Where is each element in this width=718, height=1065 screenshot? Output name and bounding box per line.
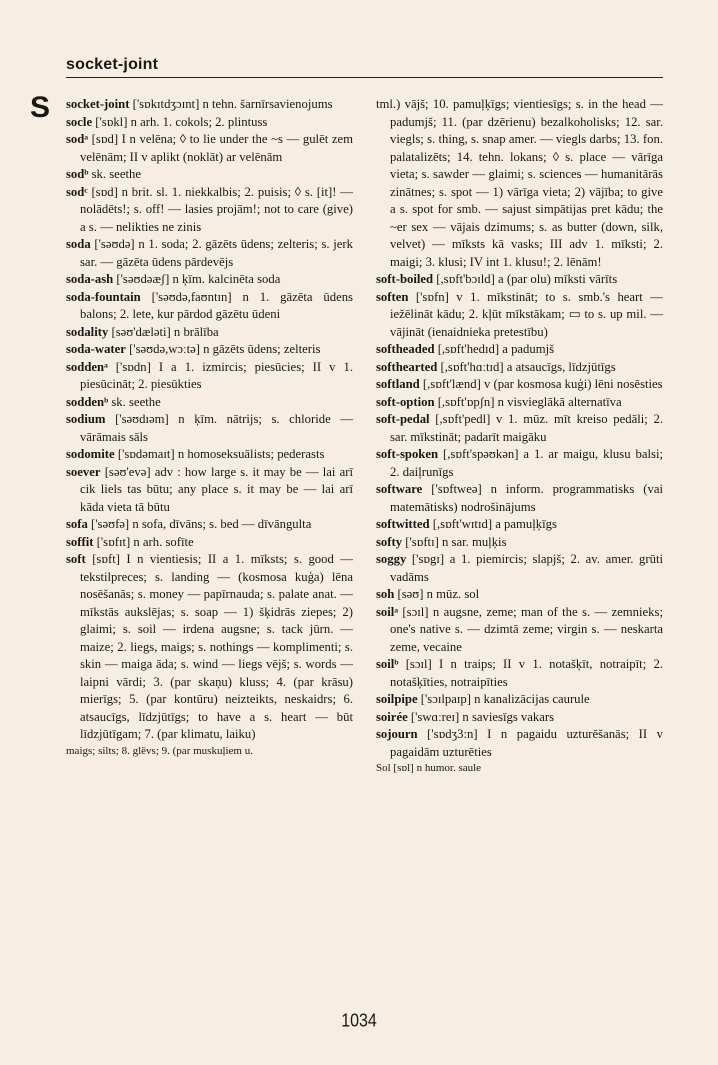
letter-tab: S: [30, 91, 51, 124]
left-column: [66, 96, 353, 759]
dictionary-entry: [66, 464, 353, 517]
entry-body: ['sɒftweə] n inform. programmatisks (vai matemātisks) nodrošinājums: [390, 482, 663, 514]
page-number: 1034: [341, 1011, 377, 1032]
entry-body: ['səʊfə] n sofa, dīvāns; s. bed — dīvāngulta: [87, 517, 312, 531]
entry-headword: soddenᵃ: [66, 359, 108, 374]
dictionary-entry: [66, 534, 353, 552]
entry-headword: sojourn: [376, 727, 418, 741]
entry-body: ['sɒfɪt] n arh. sofīte: [93, 534, 194, 549]
entry-headword: soirée: [376, 709, 408, 724]
entry-body: [,sɒft'pedl] v 1. mūz. mīt kreiso pedāli; 2. sar. mīkstināt; padarīt maigāku: [390, 412, 663, 444]
dictionary-entry: [376, 586, 663, 604]
entry-body: [sɒd] n brit. sl. 1. niekkalbis; 2. puisis; ◊ s. [it]! — nolādēts!; s. off! — lasies projām!; not to care (give) a s. — nelikties ne zinis: [80, 184, 353, 234]
entry-body: ['sɒdʒ3:n] I n pagaidu uzturēšanās; II v pagaidām uzturēties: [390, 727, 663, 759]
entry-body: ['sɒfn] v 1. mīkstināt; to s. smb.'s heart — iežēlināt kādu; 2. kļūt mīkstākam; ▭ to s. up mil. — vājināt (ienaidnieka pretestību): [390, 289, 663, 339]
entry-headword: soffit: [66, 534, 94, 549]
entry-headword: soft-pedal: [376, 412, 430, 426]
entry-headword: soda: [66, 237, 91, 251]
entry-headword: socle: [66, 114, 93, 129]
left-column-tail: maigs; silts; 8. glēvs; 9. (par muskuļiem u.: [66, 744, 253, 757]
entry-headword: soften: [376, 289, 409, 304]
dictionary-entry: [376, 516, 663, 534]
entry-headword: softhearted: [376, 359, 438, 374]
dictionary-entry: [66, 411, 353, 446]
entry-headword: sodᶜ: [66, 184, 88, 199]
running-head: socket-joint: [66, 56, 159, 73]
dictionary-entry: [66, 96, 353, 114]
entry-headword: sodomite: [66, 447, 115, 461]
dictionary-entry: [66, 271, 353, 289]
entry-headword: softy: [376, 534, 403, 549]
dictionary-entry: [66, 236, 353, 271]
entry-body: [səʊ'dæləti] n brālība: [108, 324, 219, 339]
entry-body: ['səʊdə] n 1. soda; 2. gāzēts ūdens; zelteris; s. jerk sar. — gāzēta ūdens pārdevējs: [80, 237, 353, 269]
entry-body: ['sɒkl] n arh. 1. cokols; 2. plintuss: [92, 114, 268, 129]
dictionary-entry: [376, 726, 663, 761]
entry-body: tml.) vājš; 10. pamuļķīgs; vientiesīgs; s. in the head — padumjš; 11. (par dzērienu) bezalkoholisks; 12. sar. viegls; s. thing, s. snap amer. — viegls darbs; 13. fon. palatalizēts; 14. tehn. lokans; ◊ s. place — vārīga vieta; s. sawder — glaimi; s. sciences — humanitārās zinātnes; s. spot — 1) vārīga vieta; 2) vājība; to give a s. spot for smb. — sajust simpātijas pret kādu; the ~er sex — vājais dzimums; s. as butter (down, silk, velvet) — mīksts kā vasks; III adv 1. mīksti; 2. maigi; 3. klusi; IV int 1. klusu!; 2. lēnām!: [376, 97, 663, 269]
entry-headword: softwitted: [376, 517, 430, 531]
entry-headword: soilᵃ: [376, 604, 399, 619]
entry-headword: sodᵇ: [66, 167, 89, 181]
entry-headword: soilpipe: [376, 692, 418, 706]
dictionary-entry: [66, 359, 353, 394]
entry-body: ['swɑːreɪ] n saviesīgs vakars: [407, 709, 555, 724]
entry-headword: sodality: [66, 324, 109, 339]
entry-headword: soever: [66, 464, 101, 479]
entry-body: ['səʊdə,wɔːtə] n gāzēts ūdens; zelteris: [125, 342, 321, 356]
dictionary-entry: [376, 534, 663, 552]
entry-headword: soilᵇ: [376, 657, 399, 671]
dictionary-entry: [376, 359, 663, 377]
dictionary-entry: [376, 394, 663, 412]
entry-headword: soda-water: [66, 342, 126, 356]
entry-body: [sɔɪl] n augsne, zeme; man of the s. — zemnieks; one's native s. — dzimtā zeme; virgin s. — neskarta zeme, vecaine: [390, 604, 663, 654]
dictionary-entry: [376, 481, 663, 516]
entry-body: [,sɒft'hɑːtɪd] a atsaucīgs, līdzjūtīgs: [437, 359, 616, 374]
dictionary-entry: [66, 131, 353, 166]
dictionary-entry: [66, 551, 353, 744]
right-column: [376, 96, 663, 776]
entry-body: [sɔɪl] I n traips; II v 1. notašķīt, notraipīt; 2. notašķīties, notraipīties: [390, 657, 663, 689]
entry-body: ['səʊdə,faʊntɪn] n 1. gāzēta ūdens balons; 2. lete, kur pārdod gāzētu ūdeni: [80, 289, 353, 321]
entry-body: ['sɒdn] I a 1. izmircis; piesūcies; II v 1. piesūcināt; 2. piesūkties: [80, 359, 353, 391]
entry-headword: sodium: [66, 412, 106, 426]
entry-headword: soh: [376, 587, 395, 601]
entry-headword: soft-option: [376, 394, 435, 409]
right-column-tail: Sol [sɒl] n humor. saule: [376, 762, 482, 774]
entry-body: [sɒft] I n vientiesis; II a 1. mīksts; s. good — tekstilpreces; s. landing — (kosmosa kuģa) lēna nosēšanās; s. money — papīrnauda; s. palate anat. — mīkstās aukslējas; s. soap — 1) šķidrās ziepes; 2) glaimi; s. soil — irdena augsne; s. tack jūrn. — maize; 2. liegs, maigs; s. nothings — komplimenti; s. skin — maiga āda; s. wind — liegs vējš; s. words — laipni vārdi; 3. (par skaņu) kluss; 4. (par krāsu) mierīgs; 5. (par kontūru) neizteikts, neskaidrs; 6. atsaucīgs, līdzjūtīgs; to have a s. heart — būt līdzjūtīgam; 7. (par klimatu, laiku): [80, 552, 353, 741]
entry-headword: soda-ash: [66, 272, 114, 286]
entry-headword: softheaded: [376, 342, 435, 356]
entry-body: ['sɒdəmaɪt] n homoseksuālists; pederasts: [114, 447, 325, 461]
entry-headword: soft: [66, 552, 86, 566]
entry-body: sk. seethe: [108, 394, 161, 409]
dictionary-entry: [376, 446, 663, 481]
entry-body: ['sɒftɪ] n sar. muļķis: [402, 534, 507, 549]
entry-body: ['sɒkɪtdʒɔɪnt] n tehn. šarnīrsavienojums: [129, 97, 333, 111]
dictionary-entry: [376, 341, 663, 359]
dictionary-entry: [66, 114, 353, 132]
entry-body: sk. seethe: [88, 167, 141, 181]
entry-headword: soddenᵇ: [66, 394, 109, 409]
entry-body: [,sɒft'ɒpʃn] n visvieglākā alternatīva: [434, 394, 622, 409]
dictionary-entry: [66, 184, 353, 237]
entry-headword: soft-spoken: [376, 447, 439, 461]
entry-headword: soft-boiled: [376, 272, 434, 286]
dictionary-entry: [376, 411, 663, 446]
dictionary-entry: [376, 709, 663, 727]
entry-headword: sofa: [66, 517, 88, 531]
dictionary-entry: [66, 516, 353, 534]
dictionary-entry: [376, 604, 663, 657]
header-rule: [66, 77, 663, 78]
entry-body: [səʊ'evə] adv : how large s. it may be — lai arī cik liels tas būtu; any place s. it may be — lai arī kāda vieta tā būtu: [80, 464, 353, 514]
entry-body: [səʊ] n mūz. sol: [394, 587, 480, 601]
dictionary-entry: [376, 271, 663, 289]
dictionary-entry: [66, 394, 353, 412]
dictionary-entry: [66, 446, 353, 464]
dictionary-entry: [376, 551, 663, 586]
dictionary-entry: [66, 166, 353, 184]
dictionary-entry: [66, 324, 353, 342]
entry-headword: soggy: [376, 552, 407, 566]
entry-body: [,sɒft'spəʊkən] a 1. ar maigu, klusu balsi; 2. daiļrunīgs: [390, 447, 663, 479]
entry-body: [,sɒft'bɔɪld] a (par olu) mīksti vārīts: [433, 272, 618, 286]
entry-body: [,sɒft'hedɪd] a padumjš: [434, 342, 555, 356]
entry-body: [sɒd] I n velēna; ◊ to lie under the ~s — gulēt zem velēnām; II v aplikt (noklāt) ar velēnām: [80, 132, 353, 164]
entry-headword: softland: [376, 377, 420, 391]
dictionary-entry: [376, 376, 663, 394]
dictionary-entry: [66, 289, 353, 324]
entry-headword: soda-fountain: [66, 289, 141, 304]
dictionary-entry: [376, 691, 663, 709]
entry-headword: software: [376, 482, 423, 496]
entry-body: [,sɒft'wɪtɪd] a pamuļķīgs: [429, 517, 557, 531]
entry-body: [,sɒft'lænd] v (par kosmosa kuģi) lēni nosēsties: [419, 377, 663, 391]
dictionary-entry: [376, 96, 663, 271]
dictionary-entry: [376, 656, 663, 691]
dictionary-entry: [66, 341, 353, 359]
entry-headword: socket-joint: [66, 97, 130, 111]
entry-body: ['səʊdɪəm] n ķīm. nātrijs; s. chloride — vārāmais sāls: [80, 412, 353, 444]
entry-body: ['sɒgɪ] a 1. piemircis; slapjš; 2. av. amer. grūti vadāms: [390, 552, 663, 584]
entry-headword: sodᵃ: [66, 132, 89, 146]
entry-body: ['səʊdəæʃ] n ķīm. kalcinēta soda: [113, 272, 281, 286]
dictionary-entry: [376, 289, 663, 342]
entry-body: ['sɔɪlpaɪp] n kanalizācijas caurule: [417, 692, 590, 706]
